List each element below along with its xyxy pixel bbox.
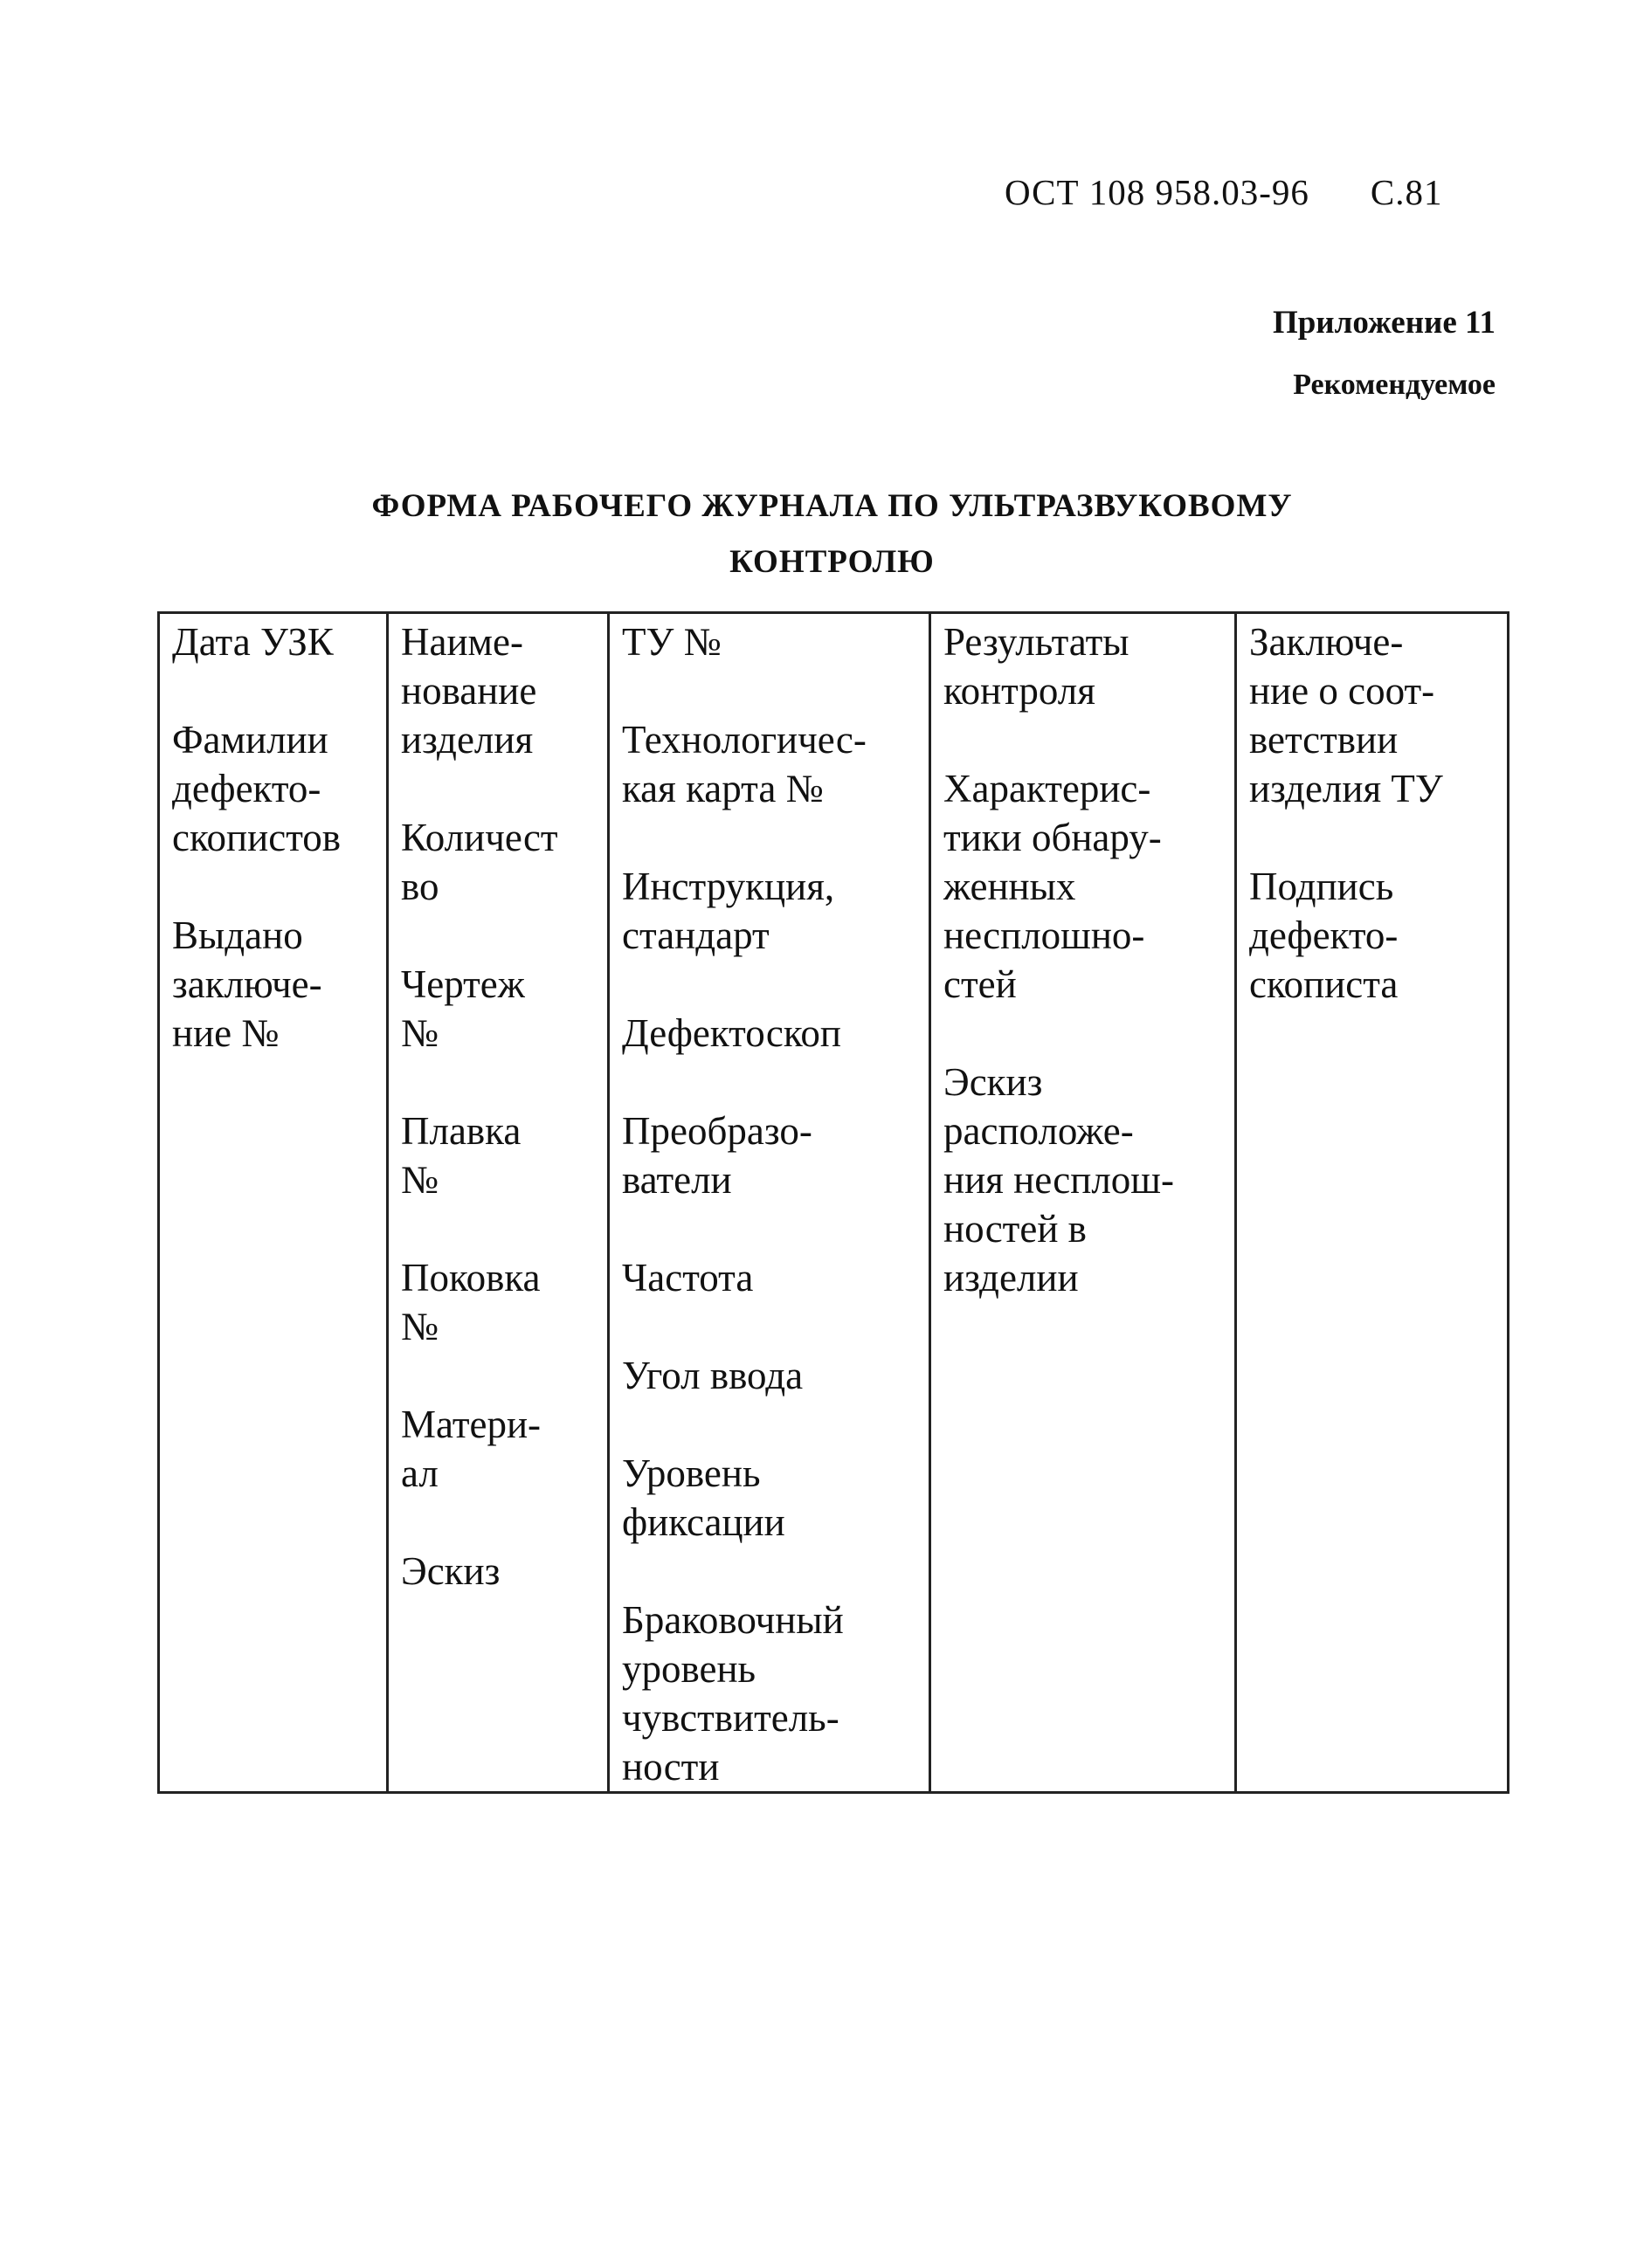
cell-item-compliance-conclusion: Заключе- ние о соот- ветствии изделия ТУ bbox=[1249, 620, 1443, 810]
column-conclusion bbox=[1236, 613, 1509, 1793]
cell-item-drawing: Чертеж № bbox=[401, 962, 525, 1055]
form-title bbox=[157, 479, 1507, 590]
cell-item-sketch: Эскиз bbox=[401, 1549, 501, 1593]
form-title-line-1: ФОРМА РАБОЧЕГО ЖУРНАЛА ПО УЛЬТРАЗВУКОВОМУ bbox=[371, 488, 1293, 524]
cell-item-recording-level: Уровень фиксации bbox=[622, 1451, 785, 1544]
page-number: С.81 bbox=[1370, 172, 1443, 212]
column-product bbox=[388, 613, 609, 1793]
cell-item-conclusion-issued: Выдано заключе- ние № bbox=[172, 913, 322, 1055]
cell-item-quantity: Количест во bbox=[401, 816, 558, 908]
cell-item-rejection-level: Браковочный уровень чувствитель- ности bbox=[622, 1598, 844, 1789]
cell-item-product-name: Наиме- нование изделия bbox=[401, 620, 537, 762]
cell-item-tech-card: Технологичес- кая карта № bbox=[622, 718, 867, 810]
form-title-line-2: КОНТРОЛЮ bbox=[729, 544, 935, 580]
cell-item-discontinuity-characteristics: Характерис- тики обнару- женных несплошно- стей bbox=[943, 767, 1162, 1006]
cell-item-material: Матери- ал bbox=[401, 1403, 542, 1495]
document-code: ОСТ 108 958.03-96 bbox=[1005, 172, 1309, 212]
table-row bbox=[159, 613, 1509, 1793]
cell-item-melt: Плавка № bbox=[401, 1109, 522, 1202]
column-technology bbox=[609, 613, 930, 1793]
cell-item-transducers: Преобразо- ватели bbox=[622, 1109, 812, 1202]
appendix-status: Рекомендуемое bbox=[1293, 369, 1496, 401]
cell-item-forging: Поковка № bbox=[401, 1256, 541, 1348]
cell-item-flaw-detector: Дефектоскоп bbox=[622, 1011, 841, 1055]
cell-item-instruction: Инструкция, стандарт bbox=[622, 865, 835, 957]
cell-item-frequency: Частота bbox=[622, 1256, 754, 1299]
cell-item-inspector-signature: Подпись дефекто- скописта bbox=[1249, 865, 1399, 1006]
column-results bbox=[930, 613, 1236, 1793]
column-date-inspectors bbox=[159, 613, 388, 1793]
cell-item-results: Результаты контроля bbox=[943, 620, 1129, 713]
cell-item-tu: ТУ № bbox=[622, 620, 722, 664]
cell-item-date: Дата УЗК bbox=[172, 620, 334, 664]
document-header bbox=[1005, 171, 1443, 213]
cell-item-inspectors: Фамилии дефекто- скопистов bbox=[172, 718, 342, 859]
journal-form-table bbox=[157, 611, 1509, 1794]
cell-item-input-angle: Угол ввода bbox=[622, 1354, 804, 1397]
cell-item-discontinuity-sketch: Эскиз расположе- ния несплош- ностей в изделии bbox=[943, 1060, 1174, 1299]
appendix-number: Приложение 11 bbox=[1272, 305, 1496, 341]
